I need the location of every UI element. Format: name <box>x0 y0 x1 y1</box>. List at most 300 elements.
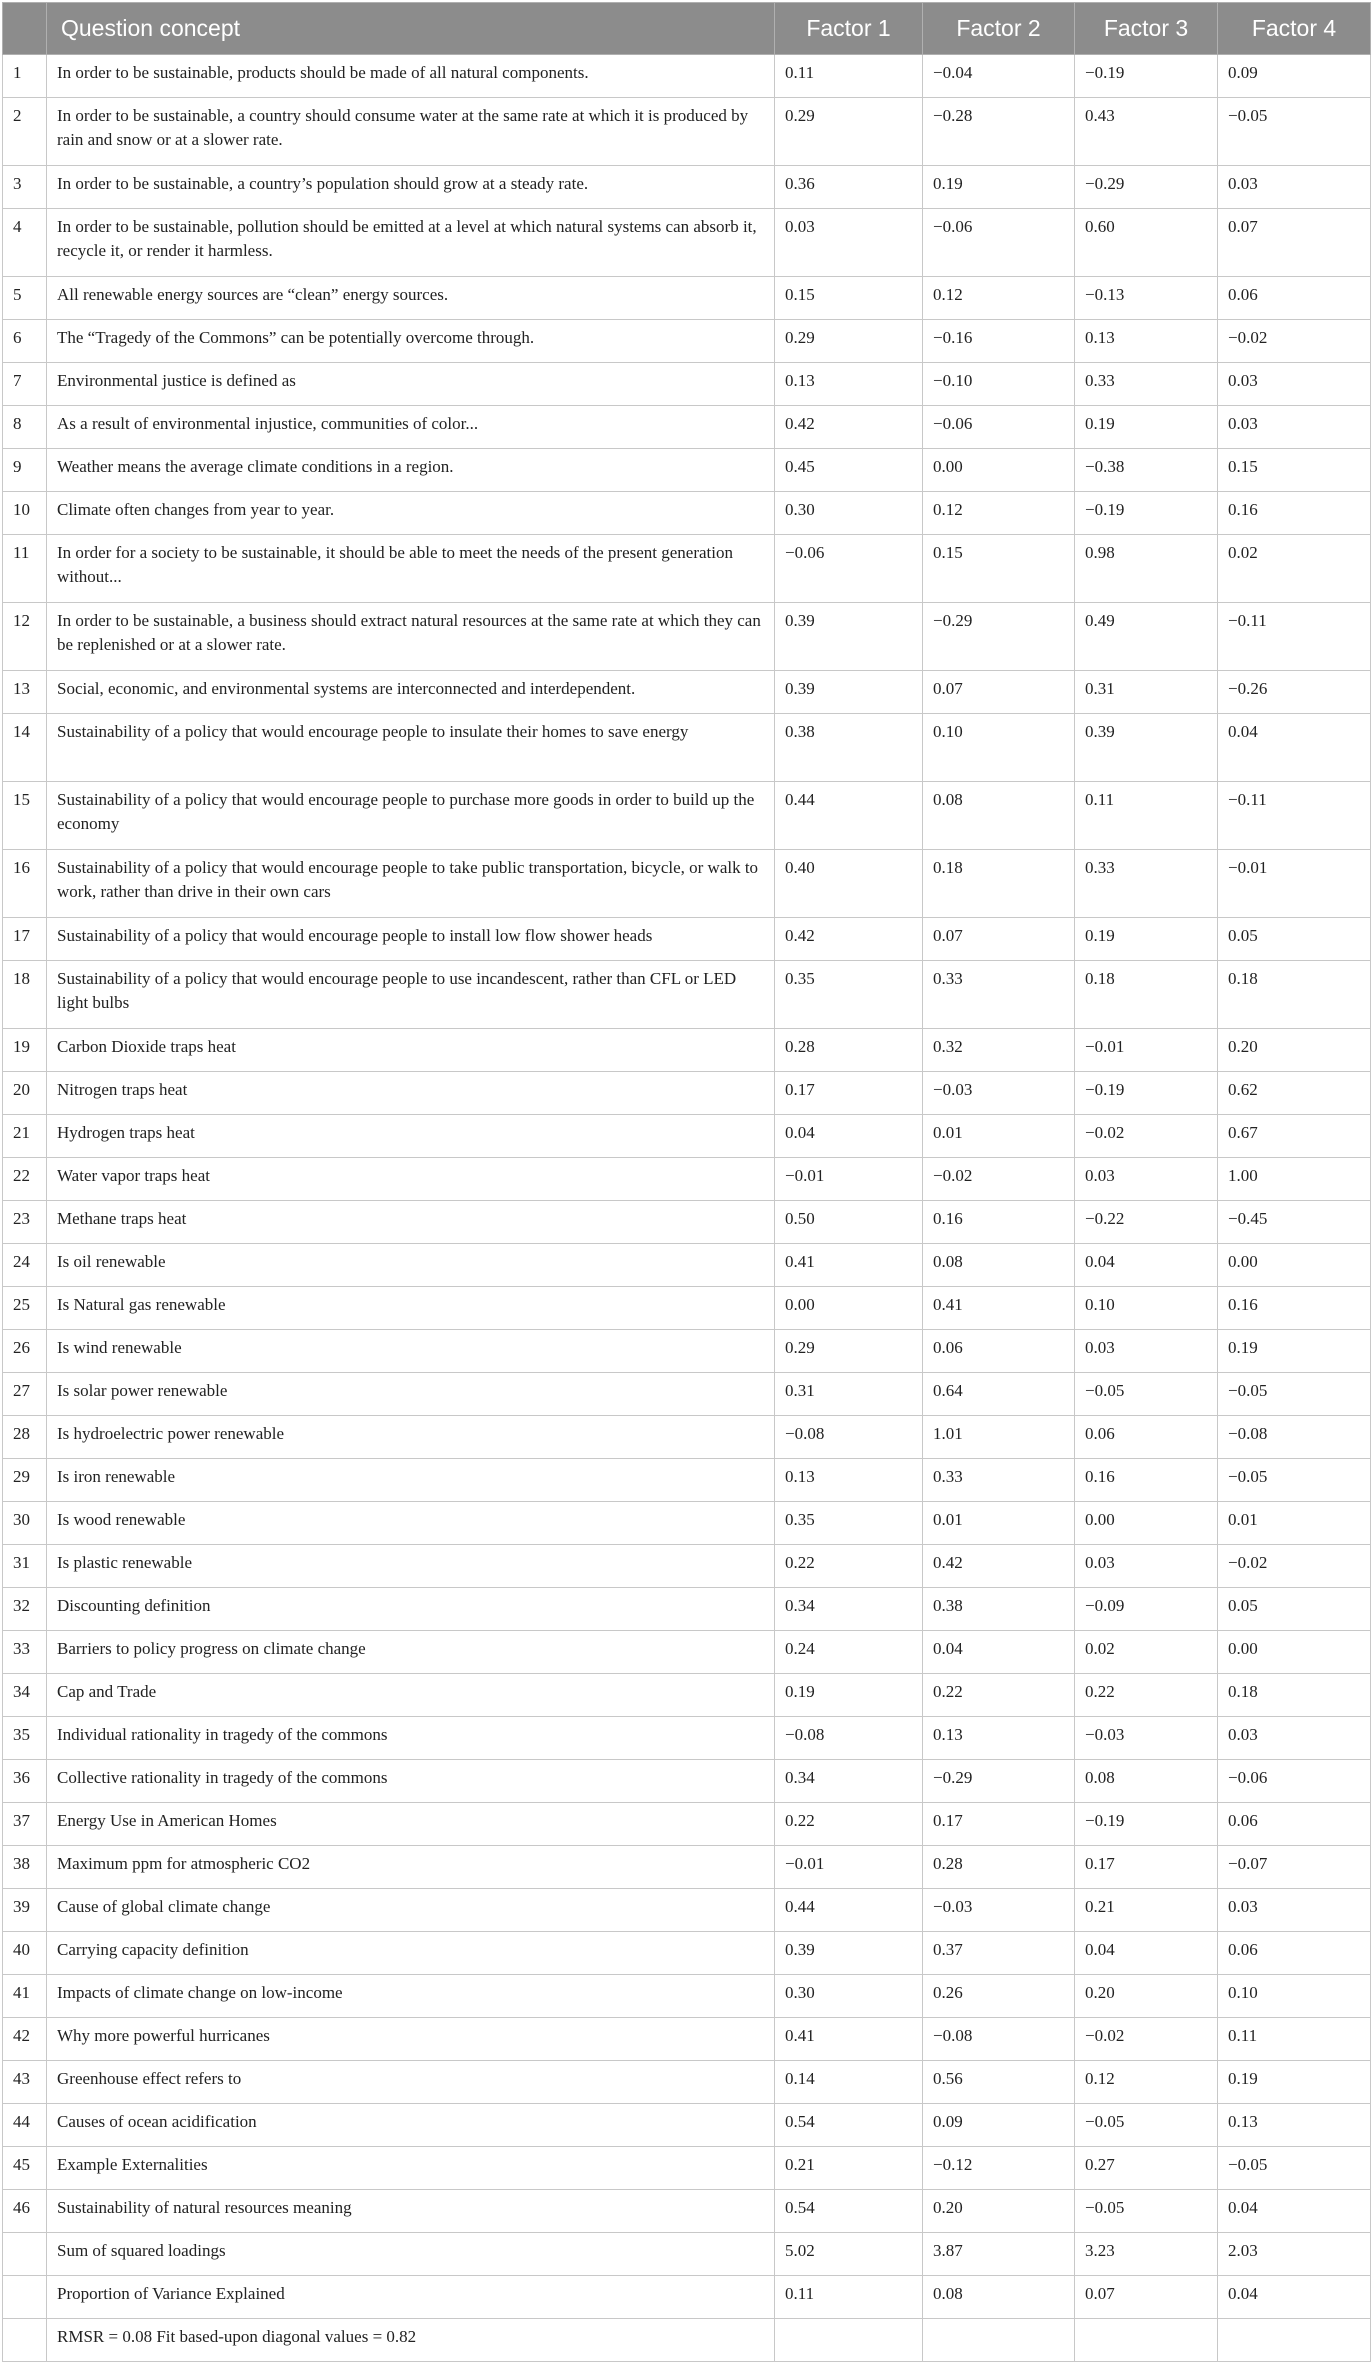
row-number: 32 <box>3 1588 47 1631</box>
table-row <box>3 2147 1371 2190</box>
factor-3-cell: 0.33 <box>1075 850 1218 918</box>
question-concept-cell: Barriers to policy progress on climate change <box>47 1631 775 1674</box>
row-number: 30 <box>3 1502 47 1545</box>
factor-2-cell: 0.08 <box>923 2276 1075 2319</box>
factor-3-cell: 0.10 <box>1075 1287 1218 1330</box>
factor-2-cell: 0.01 <box>923 1502 1075 1545</box>
table-row <box>3 2319 1371 2362</box>
question-concept-cell: Sustainability of a policy that would encourage people to use incandescent, rather than CFL or LED light bulbs <box>47 961 775 1029</box>
question-concept-cell: Causes of ocean acidification <box>47 2104 775 2147</box>
factor-2-cell: 0.07 <box>923 671 1075 714</box>
question-concept-cell: Is hydroelectric power renewable <box>47 1416 775 1459</box>
table-row <box>3 850 1371 918</box>
question-concept-cell: Sustainability of a policy that would encourage people to take public transportation, bicycle, or walk to work, rather than drive in their own cars <box>47 850 775 918</box>
table-row <box>3 1631 1371 1674</box>
row-number: 14 <box>3 714 47 782</box>
question-concept-cell: Carrying capacity definition <box>47 1932 775 1975</box>
question-concept-cell: Maximum ppm for atmospheric CO2 <box>47 1846 775 1889</box>
factor-4-cell: 0.16 <box>1218 1287 1371 1330</box>
factor-1-cell: 0.11 <box>775 2276 923 2319</box>
row-number <box>3 2276 47 2319</box>
factor-4-cell: 0.20 <box>1218 1029 1371 1072</box>
question-concept-cell: Climate often changes from year to year. <box>47 492 775 535</box>
row-number: 5 <box>3 277 47 320</box>
factor-4-cell: −0.05 <box>1218 98 1371 166</box>
row-number: 24 <box>3 1244 47 1287</box>
question-concept-cell: In order to be sustainable, a country’s population should grow at a steady rate. <box>47 166 775 209</box>
factor-3-cell: 0.04 <box>1075 1244 1218 1287</box>
table-row <box>3 98 1371 166</box>
row-number: 22 <box>3 1158 47 1201</box>
factor-2-cell: 0.07 <box>923 918 1075 961</box>
factor-4-cell: 0.03 <box>1218 363 1371 406</box>
factor-4-cell: −0.05 <box>1218 1459 1371 1502</box>
factor-4-cell: 0.18 <box>1218 1674 1371 1717</box>
factor-3-cell: 0.08 <box>1075 1760 1218 1803</box>
factor-4-cell: 2.03 <box>1218 2233 1371 2276</box>
factor-1-cell: 0.29 <box>775 1330 923 1373</box>
factor-2-cell: −0.08 <box>923 2018 1075 2061</box>
row-number: 16 <box>3 850 47 918</box>
factor-2-cell: 0.56 <box>923 2061 1075 2104</box>
factor-4-cell: 0.05 <box>1218 1588 1371 1631</box>
row-number: 3 <box>3 166 47 209</box>
table-row <box>3 209 1371 277</box>
question-concept-cell: Sustainability of natural resources meaning <box>47 2190 775 2233</box>
table-row <box>3 1158 1371 1201</box>
factor-2-cell: −0.03 <box>923 1889 1075 1932</box>
factor-2-cell: 0.18 <box>923 850 1075 918</box>
row-number: 23 <box>3 1201 47 1244</box>
row-number: 20 <box>3 1072 47 1115</box>
factor-1-cell: −0.08 <box>775 1717 923 1760</box>
factor-3-cell: −0.09 <box>1075 1588 1218 1631</box>
question-concept-cell: Social, economic, and environmental systems are interconnected and interdependent. <box>47 671 775 714</box>
factor-3-cell: 0.11 <box>1075 782 1218 850</box>
factor-3-cell: 0.12 <box>1075 2061 1218 2104</box>
factor-4-cell: 0.16 <box>1218 492 1371 535</box>
row-number: 33 <box>3 1631 47 1674</box>
row-number: 19 <box>3 1029 47 1072</box>
factor-4-cell: −0.11 <box>1218 782 1371 850</box>
header-factor-2: Factor 2 <box>923 3 1075 55</box>
table-row <box>3 782 1371 850</box>
factor-2-cell: 0.12 <box>923 492 1075 535</box>
row-number: 31 <box>3 1545 47 1588</box>
question-concept-cell: In order to be sustainable, a country should consume water at the same rate at which it is produced by rain and snow or at a slower rate. <box>47 98 775 166</box>
factor-1-cell: 0.14 <box>775 2061 923 2104</box>
question-concept-cell: Sustainability of a policy that would encourage people to purchase more goods in order to build up the economy <box>47 782 775 850</box>
factor-3-cell: 3.23 <box>1075 2233 1218 2276</box>
question-concept-cell: Example Externalities <box>47 2147 775 2190</box>
question-concept-cell: Energy Use in American Homes <box>47 1803 775 1846</box>
question-concept-cell: Methane traps heat <box>47 1201 775 1244</box>
question-concept-cell: Proportion of Variance Explained <box>47 2276 775 2319</box>
factor-4-cell: 0.06 <box>1218 1803 1371 1846</box>
factor-2-cell: 0.26 <box>923 1975 1075 2018</box>
factor-2-cell: 0.16 <box>923 1201 1075 1244</box>
factor-1-cell: 0.39 <box>775 1932 923 1975</box>
factor-4-cell: 0.67 <box>1218 1115 1371 1158</box>
factor-1-cell: 0.03 <box>775 209 923 277</box>
table-row <box>3 2233 1371 2276</box>
factor-3-cell: 0.00 <box>1075 1502 1218 1545</box>
row-number: 42 <box>3 2018 47 2061</box>
table-row <box>3 2190 1371 2233</box>
factor-4-cell: 0.00 <box>1218 1631 1371 1674</box>
factor-1-cell: 0.35 <box>775 961 923 1029</box>
row-number: 7 <box>3 363 47 406</box>
factor-1-cell: 5.02 <box>775 2233 923 2276</box>
factor-4-cell: 1.00 <box>1218 1158 1371 1201</box>
factor-3-cell: 0.13 <box>1075 320 1218 363</box>
factor-1-cell: 0.39 <box>775 671 923 714</box>
factor-3-cell: −0.22 <box>1075 1201 1218 1244</box>
factor-3-cell: −0.29 <box>1075 166 1218 209</box>
factor-4-cell: 0.19 <box>1218 2061 1371 2104</box>
factor-2-cell: −0.06 <box>923 209 1075 277</box>
row-number: 2 <box>3 98 47 166</box>
table-row <box>3 1717 1371 1760</box>
factor-3-cell: 0.06 <box>1075 1416 1218 1459</box>
question-concept-cell: Greenhouse effect refers to <box>47 2061 775 2104</box>
table-row <box>3 55 1371 98</box>
factor-1-cell: 0.34 <box>775 1760 923 1803</box>
factor-2-cell: −0.29 <box>923 603 1075 671</box>
factor-3-cell: −0.05 <box>1075 2104 1218 2147</box>
factor-3-cell: 0.19 <box>1075 918 1218 961</box>
question-concept-cell: Is Natural gas renewable <box>47 1287 775 1330</box>
factor-4-cell: −0.05 <box>1218 2147 1371 2190</box>
factor-1-cell: 0.29 <box>775 320 923 363</box>
factor-4-cell: 0.62 <box>1218 1072 1371 1115</box>
table-row <box>3 1502 1371 1545</box>
factor-1-cell: −0.08 <box>775 1416 923 1459</box>
question-concept-cell: In order to be sustainable, pollution should be emitted at a level at which natural systems can absorb it, recycle it, or render it harmless. <box>47 209 775 277</box>
question-concept-cell: Why more powerful hurricanes <box>47 2018 775 2061</box>
question-concept-cell: Cause of global climate change <box>47 1889 775 1932</box>
factor-2-cell: 0.13 <box>923 1717 1075 1760</box>
factor-2-cell: 0.01 <box>923 1115 1075 1158</box>
row-number: 45 <box>3 2147 47 2190</box>
factor-2-cell: 0.04 <box>923 1631 1075 1674</box>
header-factor-3: Factor 3 <box>1075 3 1218 55</box>
factor-3-cell: 0.04 <box>1075 1932 1218 1975</box>
factor-2-cell: 3.87 <box>923 2233 1075 2276</box>
factor-4-cell: 0.15 <box>1218 449 1371 492</box>
factor-3-cell: −0.19 <box>1075 1803 1218 1846</box>
question-concept-cell: Sustainability of a policy that would encourage people to insulate their homes to save energy <box>47 714 775 782</box>
factor-1-cell: 0.42 <box>775 918 923 961</box>
factor-4-cell: −0.11 <box>1218 603 1371 671</box>
factor-1-cell: 0.21 <box>775 2147 923 2190</box>
header-question-concept: Question concept <box>47 3 775 55</box>
header-factor-1: Factor 1 <box>775 3 923 55</box>
factor-3-cell <box>1075 2319 1218 2362</box>
factor-1-cell: 0.45 <box>775 449 923 492</box>
factor-3-cell: 0.03 <box>1075 1330 1218 1373</box>
factor-2-cell: 0.20 <box>923 2190 1075 2233</box>
table-row <box>3 671 1371 714</box>
factor-2-cell: −0.02 <box>923 1158 1075 1201</box>
factor-4-cell: −0.26 <box>1218 671 1371 714</box>
factor-3-cell: −0.19 <box>1075 492 1218 535</box>
factor-4-cell: 0.07 <box>1218 209 1371 277</box>
factor-1-cell: 0.30 <box>775 1975 923 2018</box>
row-number: 38 <box>3 1846 47 1889</box>
factor-3-cell: 0.21 <box>1075 1889 1218 1932</box>
row-number: 13 <box>3 671 47 714</box>
factor-2-cell: 0.06 <box>923 1330 1075 1373</box>
question-concept-cell: In order to be sustainable, a business should extract natural resources at the same rate at which they can be replenished or at a slower rate. <box>47 603 775 671</box>
factor-1-cell: 0.35 <box>775 1502 923 1545</box>
question-concept-cell: Sum of squared loadings <box>47 2233 775 2276</box>
question-concept-cell: Environmental justice is defined as <box>47 363 775 406</box>
factor-2-cell: −0.06 <box>923 406 1075 449</box>
row-number: 44 <box>3 2104 47 2147</box>
factor-2-cell: 0.10 <box>923 714 1075 782</box>
factor-2-cell: −0.03 <box>923 1072 1075 1115</box>
factor-2-cell: 0.33 <box>923 961 1075 1029</box>
table-row <box>3 2018 1371 2061</box>
table-row <box>3 2276 1371 2319</box>
factor-2-cell: 0.32 <box>923 1029 1075 1072</box>
table-body <box>3 55 1371 2362</box>
row-number: 10 <box>3 492 47 535</box>
table-row <box>3 535 1371 603</box>
table-row <box>3 1287 1371 1330</box>
factor-3-cell: −0.19 <box>1075 55 1218 98</box>
factor-4-cell: −0.02 <box>1218 1545 1371 1588</box>
factor-1-cell: 0.36 <box>775 166 923 209</box>
table-row <box>3 1803 1371 1846</box>
factor-1-cell: 0.15 <box>775 277 923 320</box>
table-row <box>3 1889 1371 1932</box>
factor-1-cell: 0.22 <box>775 1545 923 1588</box>
factor-1-cell: 0.19 <box>775 1674 923 1717</box>
question-concept-cell: RMSR = 0.08 Fit based-upon diagonal values = 0.82 <box>47 2319 775 2362</box>
factor-1-cell: 0.44 <box>775 782 923 850</box>
factor-loadings-table <box>2 2 1371 2362</box>
factor-4-cell: −0.06 <box>1218 1760 1371 1803</box>
factor-2-cell: 0.09 <box>923 2104 1075 2147</box>
factor-4-cell: 0.10 <box>1218 1975 1371 2018</box>
factor-3-cell: 0.98 <box>1075 535 1218 603</box>
row-number <box>3 2319 47 2362</box>
factor-2-cell: 0.38 <box>923 1588 1075 1631</box>
factor-2-cell: 0.08 <box>923 782 1075 850</box>
question-concept-cell: The “Tragedy of the Commons” can be potentially overcome through. <box>47 320 775 363</box>
factor-4-cell: 0.04 <box>1218 2190 1371 2233</box>
question-concept-cell: Nitrogen traps heat <box>47 1072 775 1115</box>
factor-2-cell: −0.28 <box>923 98 1075 166</box>
factor-3-cell: −0.02 <box>1075 1115 1218 1158</box>
table-row <box>3 1201 1371 1244</box>
question-concept-cell: Impacts of climate change on low-income <box>47 1975 775 2018</box>
factor-1-cell: 0.24 <box>775 1631 923 1674</box>
row-number: 41 <box>3 1975 47 2018</box>
factor-1-cell: 0.31 <box>775 1373 923 1416</box>
table-row <box>3 961 1371 1029</box>
factor-4-cell: −0.05 <box>1218 1373 1371 1416</box>
factor-1-cell: −0.01 <box>775 1158 923 1201</box>
factor-3-cell: 0.39 <box>1075 714 1218 782</box>
factor-1-cell: −0.01 <box>775 1846 923 1889</box>
table-row <box>3 166 1371 209</box>
factor-4-cell: 0.02 <box>1218 535 1371 603</box>
factor-2-cell: −0.29 <box>923 1760 1075 1803</box>
factor-4-cell: 0.00 <box>1218 1244 1371 1287</box>
question-concept-cell: Hydrogen traps heat <box>47 1115 775 1158</box>
factor-1-cell: 0.39 <box>775 603 923 671</box>
question-concept-cell: Water vapor traps heat <box>47 1158 775 1201</box>
factor-3-cell: 0.02 <box>1075 1631 1218 1674</box>
factor-1-cell: 0.34 <box>775 1588 923 1631</box>
question-concept-cell: Cap and Trade <box>47 1674 775 1717</box>
table-row <box>3 1072 1371 1115</box>
factor-1-cell: 0.30 <box>775 492 923 535</box>
factor-2-cell: 0.37 <box>923 1932 1075 1975</box>
factor-1-cell: 0.04 <box>775 1115 923 1158</box>
factor-2-cell: −0.16 <box>923 320 1075 363</box>
factor-4-cell: 0.18 <box>1218 961 1371 1029</box>
question-concept-cell: Is wood renewable <box>47 1502 775 1545</box>
row-number: 27 <box>3 1373 47 1416</box>
factor-4-cell: 0.01 <box>1218 1502 1371 1545</box>
factor-3-cell: 0.22 <box>1075 1674 1218 1717</box>
table-row <box>3 1932 1371 1975</box>
factor-1-cell: 0.11 <box>775 55 923 98</box>
factor-3-cell: 0.49 <box>1075 603 1218 671</box>
factor-1-cell <box>775 2319 923 2362</box>
question-concept-cell: All renewable energy sources are “clean” energy sources. <box>47 277 775 320</box>
question-concept-cell: Discounting definition <box>47 1588 775 1631</box>
question-concept-cell: Is iron renewable <box>47 1459 775 1502</box>
row-number: 36 <box>3 1760 47 1803</box>
factor-4-cell: −0.02 <box>1218 320 1371 363</box>
factor-1-cell: 0.40 <box>775 850 923 918</box>
table-row <box>3 1459 1371 1502</box>
factor-4-cell: −0.07 <box>1218 1846 1371 1889</box>
factor-1-cell: 0.38 <box>775 714 923 782</box>
row-number: 39 <box>3 1889 47 1932</box>
factor-1-cell: −0.06 <box>775 535 923 603</box>
factor-3-cell: −0.19 <box>1075 1072 1218 1115</box>
header-factor-4: Factor 4 <box>1218 3 1371 55</box>
factor-3-cell: 0.17 <box>1075 1846 1218 1889</box>
table-row <box>3 1545 1371 1588</box>
factor-3-cell: −0.13 <box>1075 277 1218 320</box>
factor-3-cell: −0.05 <box>1075 2190 1218 2233</box>
factor-1-cell: 0.54 <box>775 2190 923 2233</box>
factor-3-cell: −0.03 <box>1075 1717 1218 1760</box>
factor-3-cell: 0.60 <box>1075 209 1218 277</box>
factor-4-cell: 0.06 <box>1218 277 1371 320</box>
factor-3-cell: 0.33 <box>1075 363 1218 406</box>
row-number: 4 <box>3 209 47 277</box>
table-row <box>3 1674 1371 1717</box>
factor-2-cell: 0.42 <box>923 1545 1075 1588</box>
factor-4-cell: −0.01 <box>1218 850 1371 918</box>
table-row <box>3 918 1371 961</box>
table-row <box>3 320 1371 363</box>
row-number: 46 <box>3 2190 47 2233</box>
row-number: 21 <box>3 1115 47 1158</box>
factor-3-cell: 0.19 <box>1075 406 1218 449</box>
row-number: 40 <box>3 1932 47 1975</box>
factor-2-cell: 0.33 <box>923 1459 1075 1502</box>
factor-3-cell: −0.05 <box>1075 1373 1218 1416</box>
factor-3-cell: 0.07 <box>1075 2276 1218 2319</box>
factor-1-cell: 0.28 <box>775 1029 923 1072</box>
row-number: 17 <box>3 918 47 961</box>
question-concept-cell: Is solar power renewable <box>47 1373 775 1416</box>
header-id <box>3 3 47 55</box>
row-number: 1 <box>3 55 47 98</box>
factor-4-cell: 0.13 <box>1218 2104 1371 2147</box>
table-row <box>3 1373 1371 1416</box>
factor-4-cell: 0.19 <box>1218 1330 1371 1373</box>
row-number: 29 <box>3 1459 47 1502</box>
factor-4-cell: 0.03 <box>1218 406 1371 449</box>
factor-3-cell: 0.31 <box>1075 671 1218 714</box>
factor-1-cell: 0.29 <box>775 98 923 166</box>
factor-3-cell: 0.20 <box>1075 1975 1218 2018</box>
factor-1-cell: 0.42 <box>775 406 923 449</box>
factor-2-cell: 0.64 <box>923 1373 1075 1416</box>
table-row <box>3 1330 1371 1373</box>
factor-2-cell: 0.12 <box>923 277 1075 320</box>
table-row <box>3 492 1371 535</box>
factor-4-cell: 0.03 <box>1218 1717 1371 1760</box>
factor-2-cell: −0.10 <box>923 363 1075 406</box>
factor-4-cell <box>1218 2319 1371 2362</box>
row-number: 34 <box>3 1674 47 1717</box>
question-concept-cell: Is plastic renewable <box>47 1545 775 1588</box>
question-concept-cell: As a result of environmental injustice, communities of color... <box>47 406 775 449</box>
factor-1-cell: 0.00 <box>775 1287 923 1330</box>
factor-1-cell: 0.54 <box>775 2104 923 2147</box>
table-row <box>3 406 1371 449</box>
factor-3-cell: −0.02 <box>1075 2018 1218 2061</box>
question-concept-cell: Sustainability of a policy that would encourage people to install low flow shower heads <box>47 918 775 961</box>
row-number <box>3 2233 47 2276</box>
factor-2-cell: 0.22 <box>923 1674 1075 1717</box>
question-concept-cell: Is oil renewable <box>47 1244 775 1287</box>
factor-4-cell: 0.04 <box>1218 714 1371 782</box>
factor-3-cell: −0.38 <box>1075 449 1218 492</box>
row-number: 6 <box>3 320 47 363</box>
header-row <box>3 3 1371 55</box>
row-number: 37 <box>3 1803 47 1846</box>
table-row <box>3 1760 1371 1803</box>
row-number: 11 <box>3 535 47 603</box>
factor-2-cell: 0.15 <box>923 535 1075 603</box>
factor-4-cell: 0.09 <box>1218 55 1371 98</box>
factor-4-cell: 0.03 <box>1218 166 1371 209</box>
row-number: 26 <box>3 1330 47 1373</box>
question-concept-cell: Is wind renewable <box>47 1330 775 1373</box>
table-row <box>3 1244 1371 1287</box>
factor-3-cell: 0.16 <box>1075 1459 1218 1502</box>
factor-2-cell: −0.04 <box>923 55 1075 98</box>
factor-4-cell: 0.03 <box>1218 1889 1371 1932</box>
table-row <box>3 1975 1371 2018</box>
factor-2-cell: 0.17 <box>923 1803 1075 1846</box>
factor-2-cell: −0.12 <box>923 2147 1075 2190</box>
question-concept-cell: Carbon Dioxide traps heat <box>47 1029 775 1072</box>
factor-4-cell: −0.08 <box>1218 1416 1371 1459</box>
